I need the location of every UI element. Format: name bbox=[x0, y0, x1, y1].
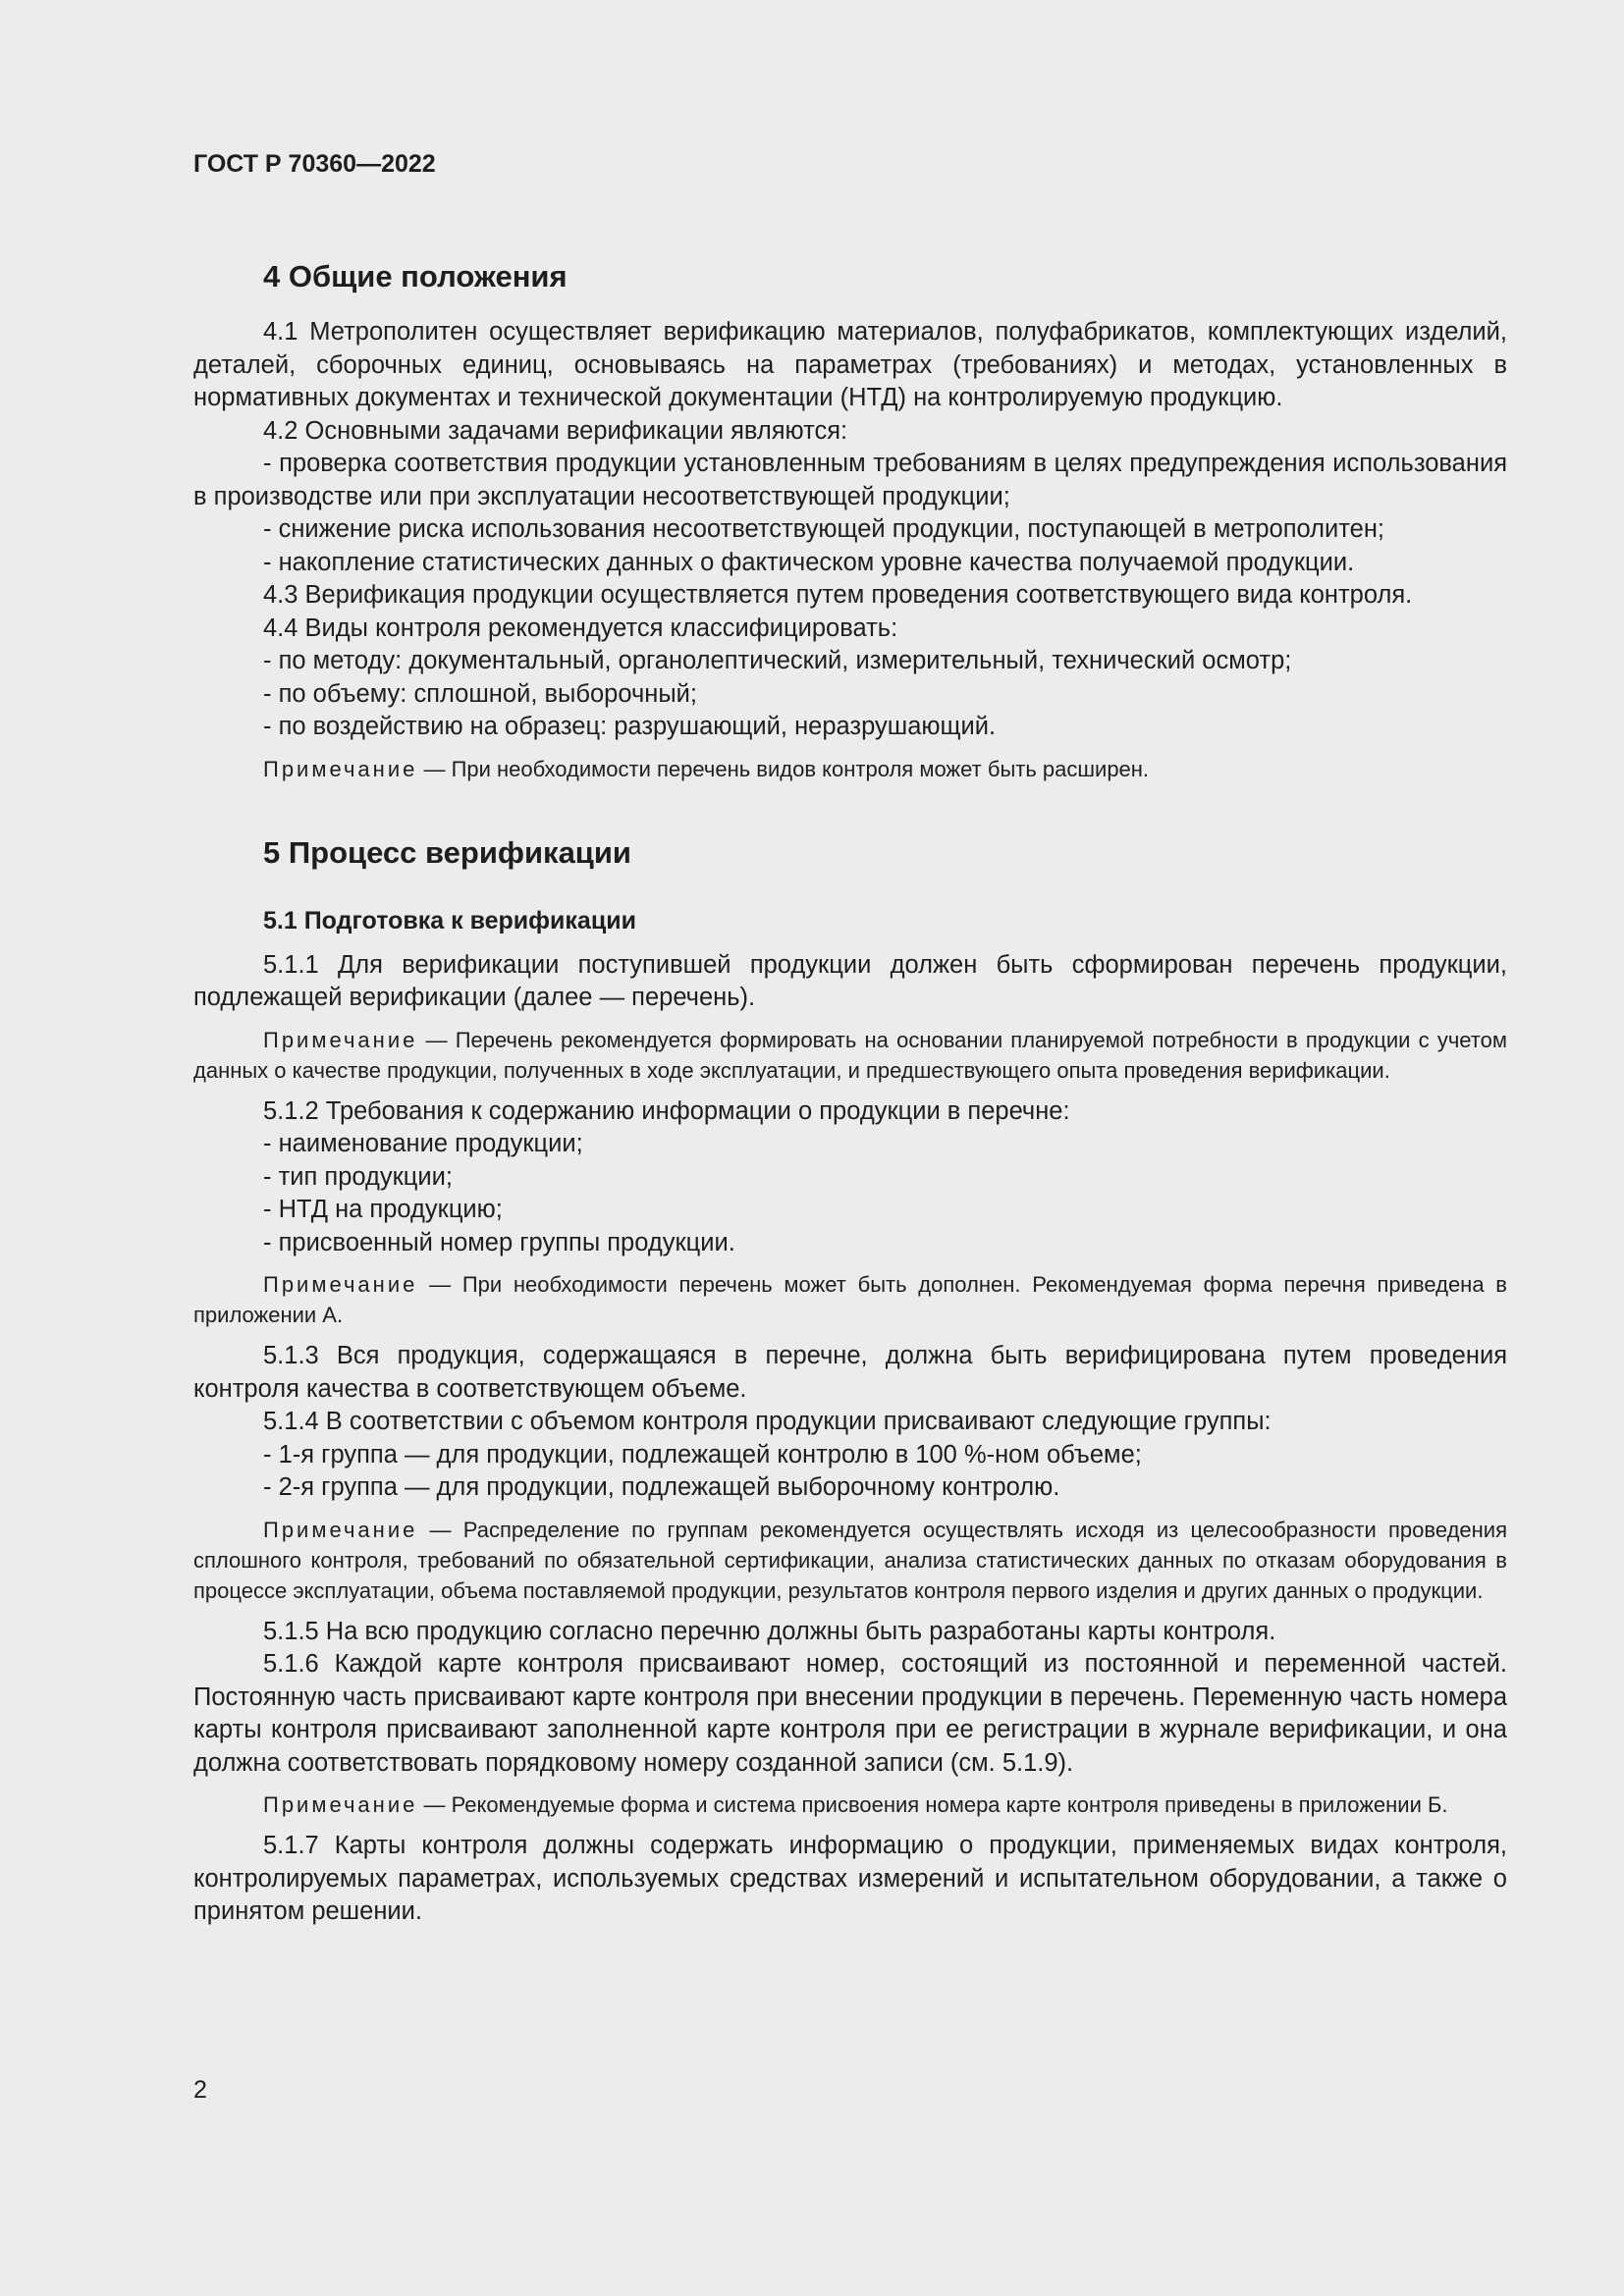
paragraph-4-3: 4.3 Верификация продукции осуществляется путем проведения соответствующего вида контроля. bbox=[263, 581, 1413, 609]
list-item-4-2-b: - снижение риска использования несоответствующей продукции, поступающей в метрополитен; bbox=[263, 515, 1385, 543]
paragraph-4-1: 4.1 Метрополитен осуществляет верификацию материалов, полуфабрикатов, комплектующих изделий, деталей, сборочных единиц, основываясь на параметрах (требованиях) и методах, установленных в нормативных документах и технической документации (НТД) на контролируемую продукцию. bbox=[193, 318, 1507, 411]
note-label: Примечание bbox=[263, 756, 418, 781]
note-5-1-4 bbox=[193, 1515, 1507, 1606]
list-item-4-2-c: - накопление статистических данных о фактическом уровне качества получаемой продукции. bbox=[263, 548, 1355, 576]
list-item-5-1-2-a: - наименование продукции; bbox=[263, 1130, 583, 1157]
list-item-5-1-4-a: - 1-я группа — для продукции, подлежащей контролю в 100 %-ном объеме; bbox=[263, 1440, 1142, 1468]
section-4-title: 4 Общие положения bbox=[263, 259, 568, 294]
list-item-5-1-4-b: - 2-я группа — для продукции, подлежащей выборочному контролю. bbox=[263, 1473, 1060, 1501]
note-section-4 bbox=[193, 754, 1507, 784]
note-5-1-2 bbox=[193, 1269, 1507, 1330]
list-item-4-4-a: - по методу: документальный, органолептический, измерительный, технический осмотр; bbox=[263, 647, 1292, 674]
page-content bbox=[193, 147, 1507, 1929]
note-5-1-6 bbox=[193, 1789, 1507, 1820]
list-item-4-2-a: - проверка соответствия продукции установленным требованиям в целях предупреждения использования в производстве или при эксплуатации несоответствующей продукции; bbox=[193, 450, 1507, 510]
subsection-5-1-title: 5.1 Подготовка к верификации bbox=[263, 906, 636, 934]
note-label: Примечание bbox=[263, 1027, 418, 1052]
note-text: — Перечень рекомендуется формировать на основании планируемой потребности в продукции с учетом данных о качестве продукции, полученных в ходе эксплуатации, и предшествующего опыта проведения верификации. bbox=[193, 1027, 1507, 1083]
paragraph-5-1-6: 5.1.6 Каждой карте контроля присваивают номер, состоящий из постоянной и переменной частей. Постоянную часть присваивают карте контроля при внесении продукции в перечень. Переменную часть номера карты контроля присваивают заполненной карте контроля при ее регистрации в журнале верификации, и она должна соответствовать порядковому номеру созданной записи (см. 5.1.9). bbox=[193, 1650, 1507, 1777]
list-item-5-1-2-c: - НТД на продукцию; bbox=[263, 1196, 503, 1223]
paragraph-4-4: 4.4 Виды контроля рекомендуется классифицировать: bbox=[263, 614, 898, 642]
list-item-4-4-c: - по воздействию на образец: разрушающий, неразрушающий. bbox=[263, 713, 997, 740]
note-label: Примечание bbox=[263, 1517, 418, 1542]
note-text: — При необходимости перечень может быть дополнен. Рекомендуемая форма перечня приведена в приложении А. bbox=[193, 1272, 1507, 1327]
note-text: — Рекомендуемые форма и система присвоения номера карте контроля приведены в приложении Б. bbox=[417, 1792, 1448, 1817]
list-item-4-4-b: - по объему: сплошной, выборочный; bbox=[263, 679, 697, 708]
note-text: — Распределение по группам рекомендуется осуществлять исходя из целесообразности проведения сплошного контроля, требований по обязательной сертификации, анализа статистических данных по отказам оборудования в процессе эксплуатации, объема поставляемой продукции, результатов контроля первого изделия и других данных о продукции. bbox=[193, 1517, 1507, 1603]
section-5-title: 5 Процесс верификации bbox=[263, 834, 631, 870]
paragraph-4-2: 4.2 Основными задачами верификации являются: bbox=[263, 416, 848, 445]
note-text: — При необходимости перечень видов контроля может быть расширен. bbox=[417, 756, 1150, 781]
paragraph-5-1-2: 5.1.2 Требования к содержанию информации о продукции в перечне: bbox=[263, 1096, 1070, 1125]
page-number: 2 bbox=[193, 2076, 207, 2104]
paragraph-5-1-5: 5.1.5 На всю продукцию согласно перечню должны быть разработаны карты контроля. bbox=[263, 1617, 1276, 1645]
paragraph-5-1-4: 5.1.4 В соответствии с объемом контроля продукции присваивают следующие группы: bbox=[263, 1408, 1272, 1435]
note-5-1-1 bbox=[193, 1025, 1507, 1086]
document-header: ГОСТ Р 70360—2022 bbox=[193, 150, 436, 178]
note-label: Примечание bbox=[263, 1272, 418, 1297]
paragraph-5-1-3: 5.1.3 Вся продукция, содержащаяся в перечне, должна быть верифицирована путем проведения контроля качества в соответствующем объеме. bbox=[193, 1342, 1507, 1403]
paragraph-5-1-1: 5.1.1 Для верификации поступившей продукции должен быть сформирован перечень продукции, подлежащей верификации (далее — перечень). bbox=[193, 950, 1507, 1011]
list-item-5-1-2-b: - тип продукции; bbox=[263, 1162, 453, 1191]
note-label: Примечание bbox=[263, 1792, 418, 1817]
list-item-5-1-2-d: - присвоенный номер группы продукции. bbox=[263, 1228, 735, 1256]
paragraph-5-1-7: 5.1.7 Карты контроля должны содержать информацию о продукции, применяемых видах контроля, контролируемых параметрах, используемых средствах измерений и испытательном оборудовании, а также о принятом решении. bbox=[193, 1832, 1507, 1925]
